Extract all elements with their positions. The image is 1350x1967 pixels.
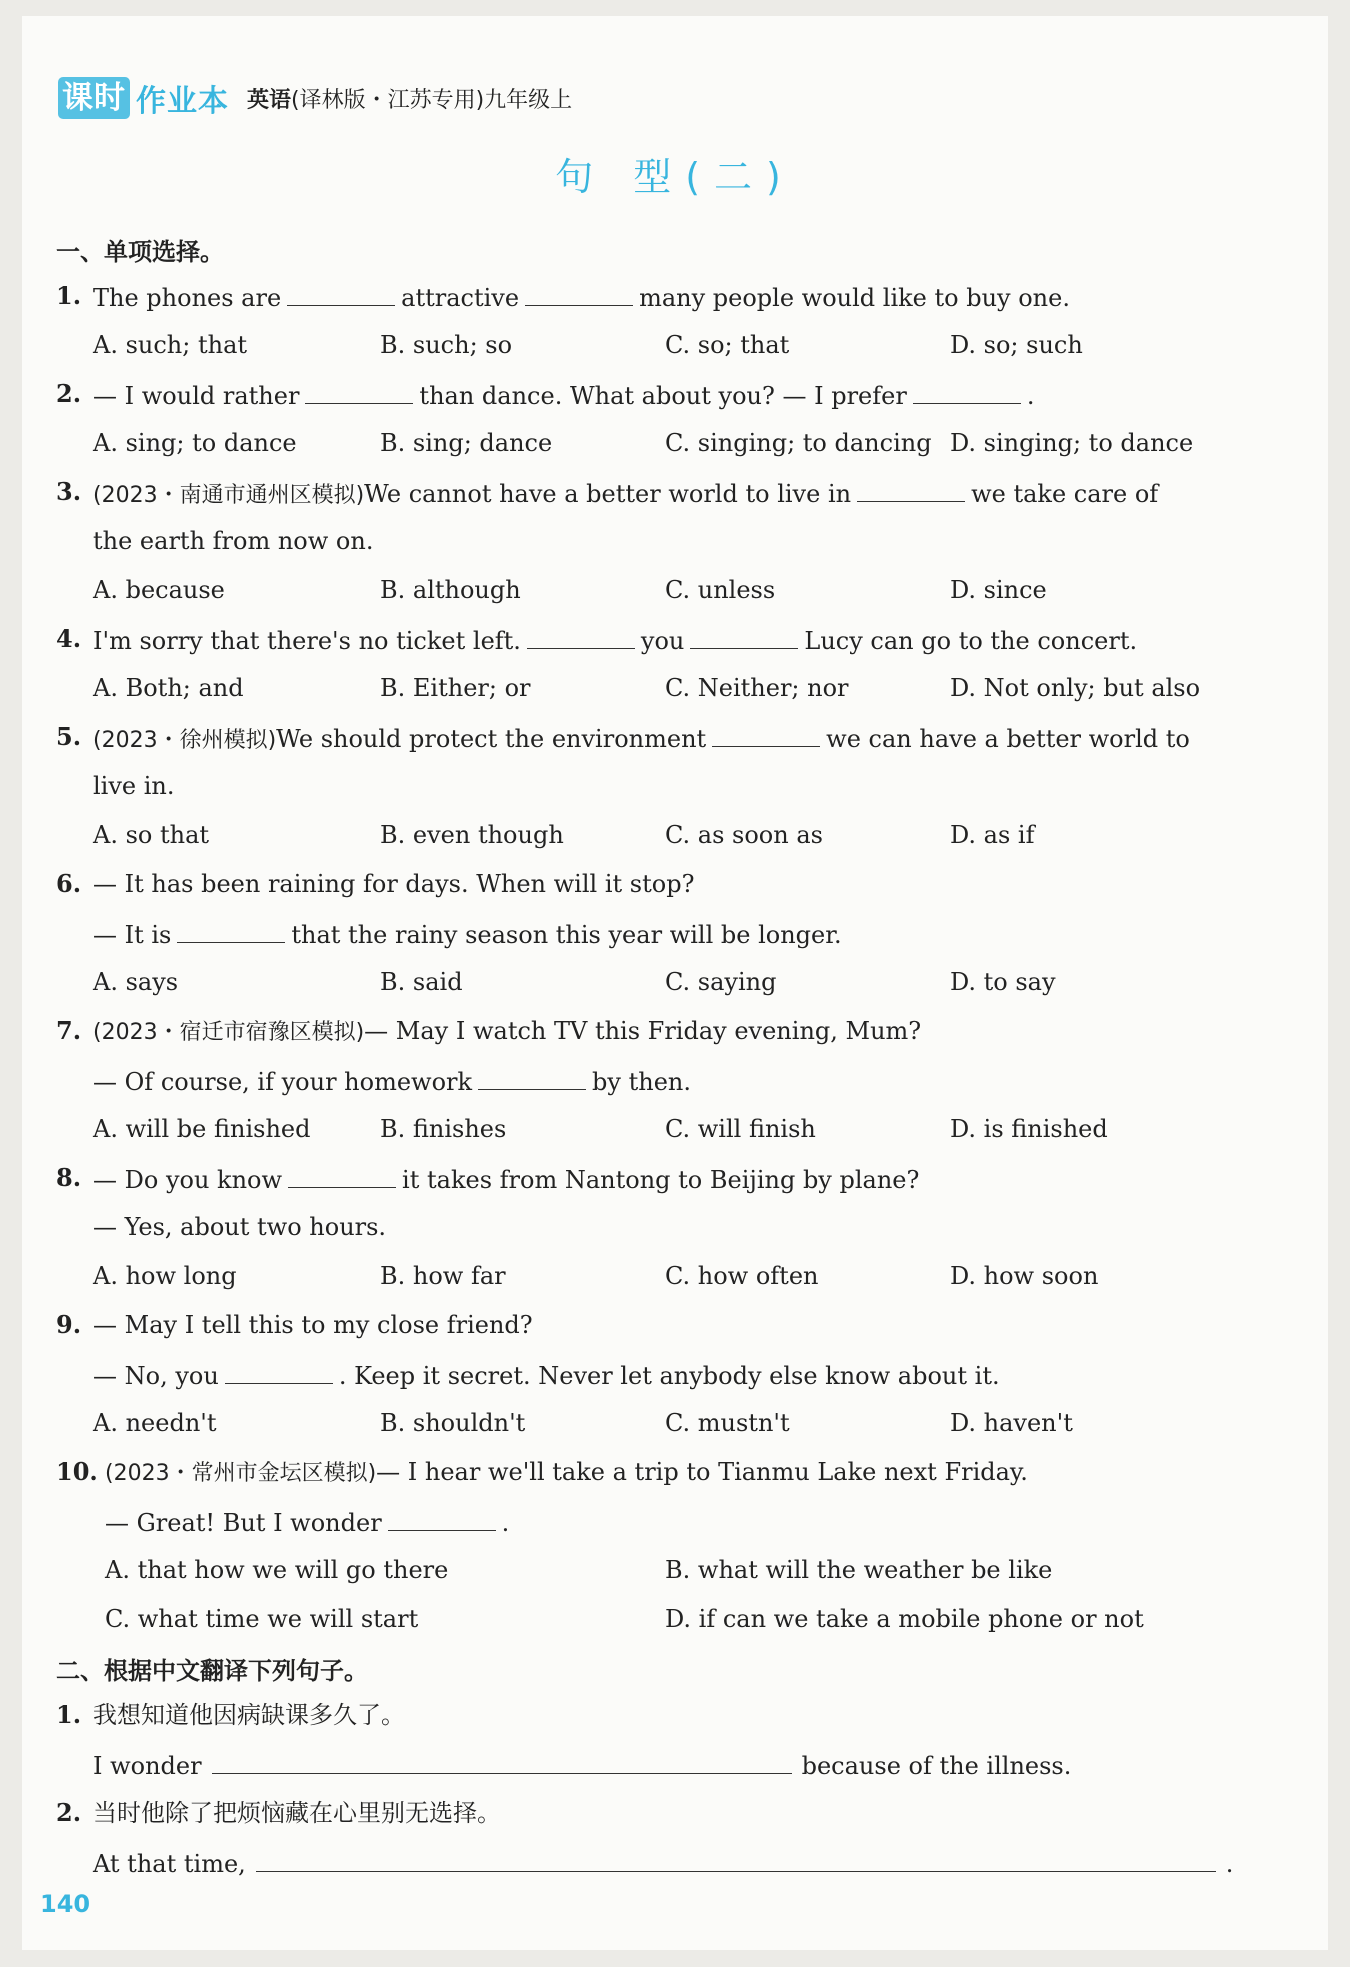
q8-stem: — Do you know it takes from Nantong to Beijing by plane? (93, 1163, 919, 1195)
q4-stem: I'm sorry that there's no ticket left. you Lucy can go to the concert. (93, 624, 1137, 656)
q3-number: 3. (56, 477, 82, 506)
q6-stem: — It has been raining for days. When will it stop? (93, 870, 695, 898)
q2-number: 2. (56, 379, 82, 408)
q4-option-a: A. Both; and (93, 674, 244, 702)
q1-option-b: B. such; so (380, 331, 513, 359)
q4-option-b: B. Either; or (380, 674, 531, 702)
q10-option-c: C. what time we will start (105, 1605, 419, 1633)
page-header (58, 74, 572, 122)
q2-stem: — I would rather than dance. What about you? — I prefer . (93, 379, 1034, 411)
q2-option-c: C. singing; to dancing (665, 429, 932, 457)
t2-answer-line: At that time, . (93, 1847, 1233, 1879)
q8-number: 8. (56, 1163, 82, 1192)
q4-option-d: D. Not only; but also (950, 674, 1201, 702)
q6-option-b: B. said (380, 968, 463, 996)
logo-text: 作业本 (136, 84, 229, 119)
q6-stem-cont: — It is that the rainy season this year will be longer. (93, 918, 842, 950)
q2-option-d: D. singing; to dance (950, 429, 1194, 457)
worksheet-page (22, 16, 1328, 1950)
q7-stem: (2023・宿迁市宿豫区模拟)— May I watch TV this Friday evening, Mum? (93, 1017, 922, 1045)
q4-option-c: C. Neither; nor (665, 674, 849, 702)
q6-option-a: A. says (93, 968, 179, 996)
t1-number: 1. (56, 1700, 82, 1729)
q1-option-a: A. such; that (93, 331, 248, 359)
q10-option-a: A. that how we will go there (105, 1556, 449, 1584)
q9-option-a: A. needn't (93, 1409, 217, 1437)
q7-stem-cont: — Of course, if your homework by then. (93, 1065, 691, 1097)
q3-stem: (2023・南通市通州区模拟)We cannot have a better world to live in we take care of (93, 477, 1158, 511)
q9-stem-cont: — No, you . Keep it secret. Never let anybody else know about it. (93, 1359, 1000, 1391)
q4-number: 4. (56, 624, 82, 653)
section-1-heading: 一、单项选择。 (56, 238, 224, 266)
q10-option-b: B. what will the weather be like (665, 1556, 1053, 1584)
q9-option-c: C. mustn't (665, 1409, 790, 1437)
section-2-heading: 二、根据中文翻译下列句子。 (56, 1657, 368, 1685)
t1-chinese: 我想知道他因病缺课多久了。 (93, 1701, 405, 1729)
t2-answer-blank[interactable] (256, 1847, 1216, 1872)
q3-option-c: C. unless (665, 576, 776, 604)
logo-mark: 课时 (58, 77, 130, 119)
subject: 英语 (247, 87, 292, 113)
q5-option-a: A. so that (93, 821, 210, 849)
q8-option-a: A. how long (93, 1262, 237, 1290)
q5-option-b: B. even though (380, 821, 564, 849)
q7-number: 7. (56, 1016, 82, 1045)
q6-number: 6. (56, 869, 82, 898)
q2-option-a: A. sing; to dance (93, 429, 297, 457)
q6-option-c: C. saying (665, 968, 777, 996)
edition: (译林版・江苏专用)九年级上 (291, 87, 573, 113)
q10-stem-cont: — Great! But I wonder . (105, 1506, 509, 1538)
q9-stem: — May I tell this to my close friend? (93, 1311, 533, 1339)
q1-option-d: D. so; such (950, 331, 1083, 359)
q10-stem: (2023・常州市金坛区模拟)— I hear we'll take a trip to Tianmu Lake next Friday. (105, 1458, 1028, 1486)
q1-number: 1. (56, 281, 82, 310)
q2-option-b: B. sing; dance (380, 429, 553, 457)
q3-stem-cont: the earth from now on. (93, 527, 374, 555)
q6-option-d: D. to say (950, 968, 1056, 996)
q7-option-c: C. will finish (665, 1115, 816, 1143)
page-number: 140 (40, 1890, 91, 1918)
q9-number: 9. (56, 1310, 82, 1339)
q8-option-c: C. how often (665, 1262, 819, 1290)
q5-option-d: D. as if (950, 821, 1035, 849)
subject-line (247, 83, 572, 114)
q5-number: 5. (56, 722, 82, 751)
q5-stem: (2023・徐州模拟)We should protect the environment we can have a better world to (93, 722, 1190, 756)
q8-option-d: D. how soon (950, 1262, 1099, 1290)
q1-option-c: C. so; that (665, 331, 790, 359)
q9-option-d: D. haven't (950, 1409, 1073, 1437)
q1-stem: The phones are attractive many people would like to buy one. (93, 281, 1070, 313)
page-title: 句 型(二) (555, 155, 795, 199)
q7-option-b: B. finishes (380, 1115, 507, 1143)
t2-number: 2. (56, 1798, 82, 1827)
t1-answer-blank[interactable] (212, 1749, 792, 1774)
t2-chinese: 当时他除了把烦恼藏在心里别无选择。 (93, 1799, 501, 1827)
t1-answer-line: I wonder because of the illness. (93, 1749, 1071, 1781)
q3-option-d: D. since (950, 576, 1047, 604)
q3-option-a: A. because (93, 576, 225, 604)
q10-option-d: D. if can we take a mobile phone or not (665, 1605, 1144, 1633)
q9-option-b: B. shouldn't (380, 1409, 526, 1437)
q5-stem-cont: live in. (93, 772, 175, 800)
q7-option-d: D. is finished (950, 1115, 1108, 1143)
q8-option-b: B. how far (380, 1262, 506, 1290)
q8-stem-cont: — Yes, about two hours. (93, 1213, 387, 1241)
q10-number: 10. (56, 1457, 98, 1486)
q5-option-c: C. as soon as (665, 821, 823, 849)
q7-option-a: A. will be finished (93, 1115, 311, 1143)
q3-option-b: B. although (380, 576, 521, 604)
